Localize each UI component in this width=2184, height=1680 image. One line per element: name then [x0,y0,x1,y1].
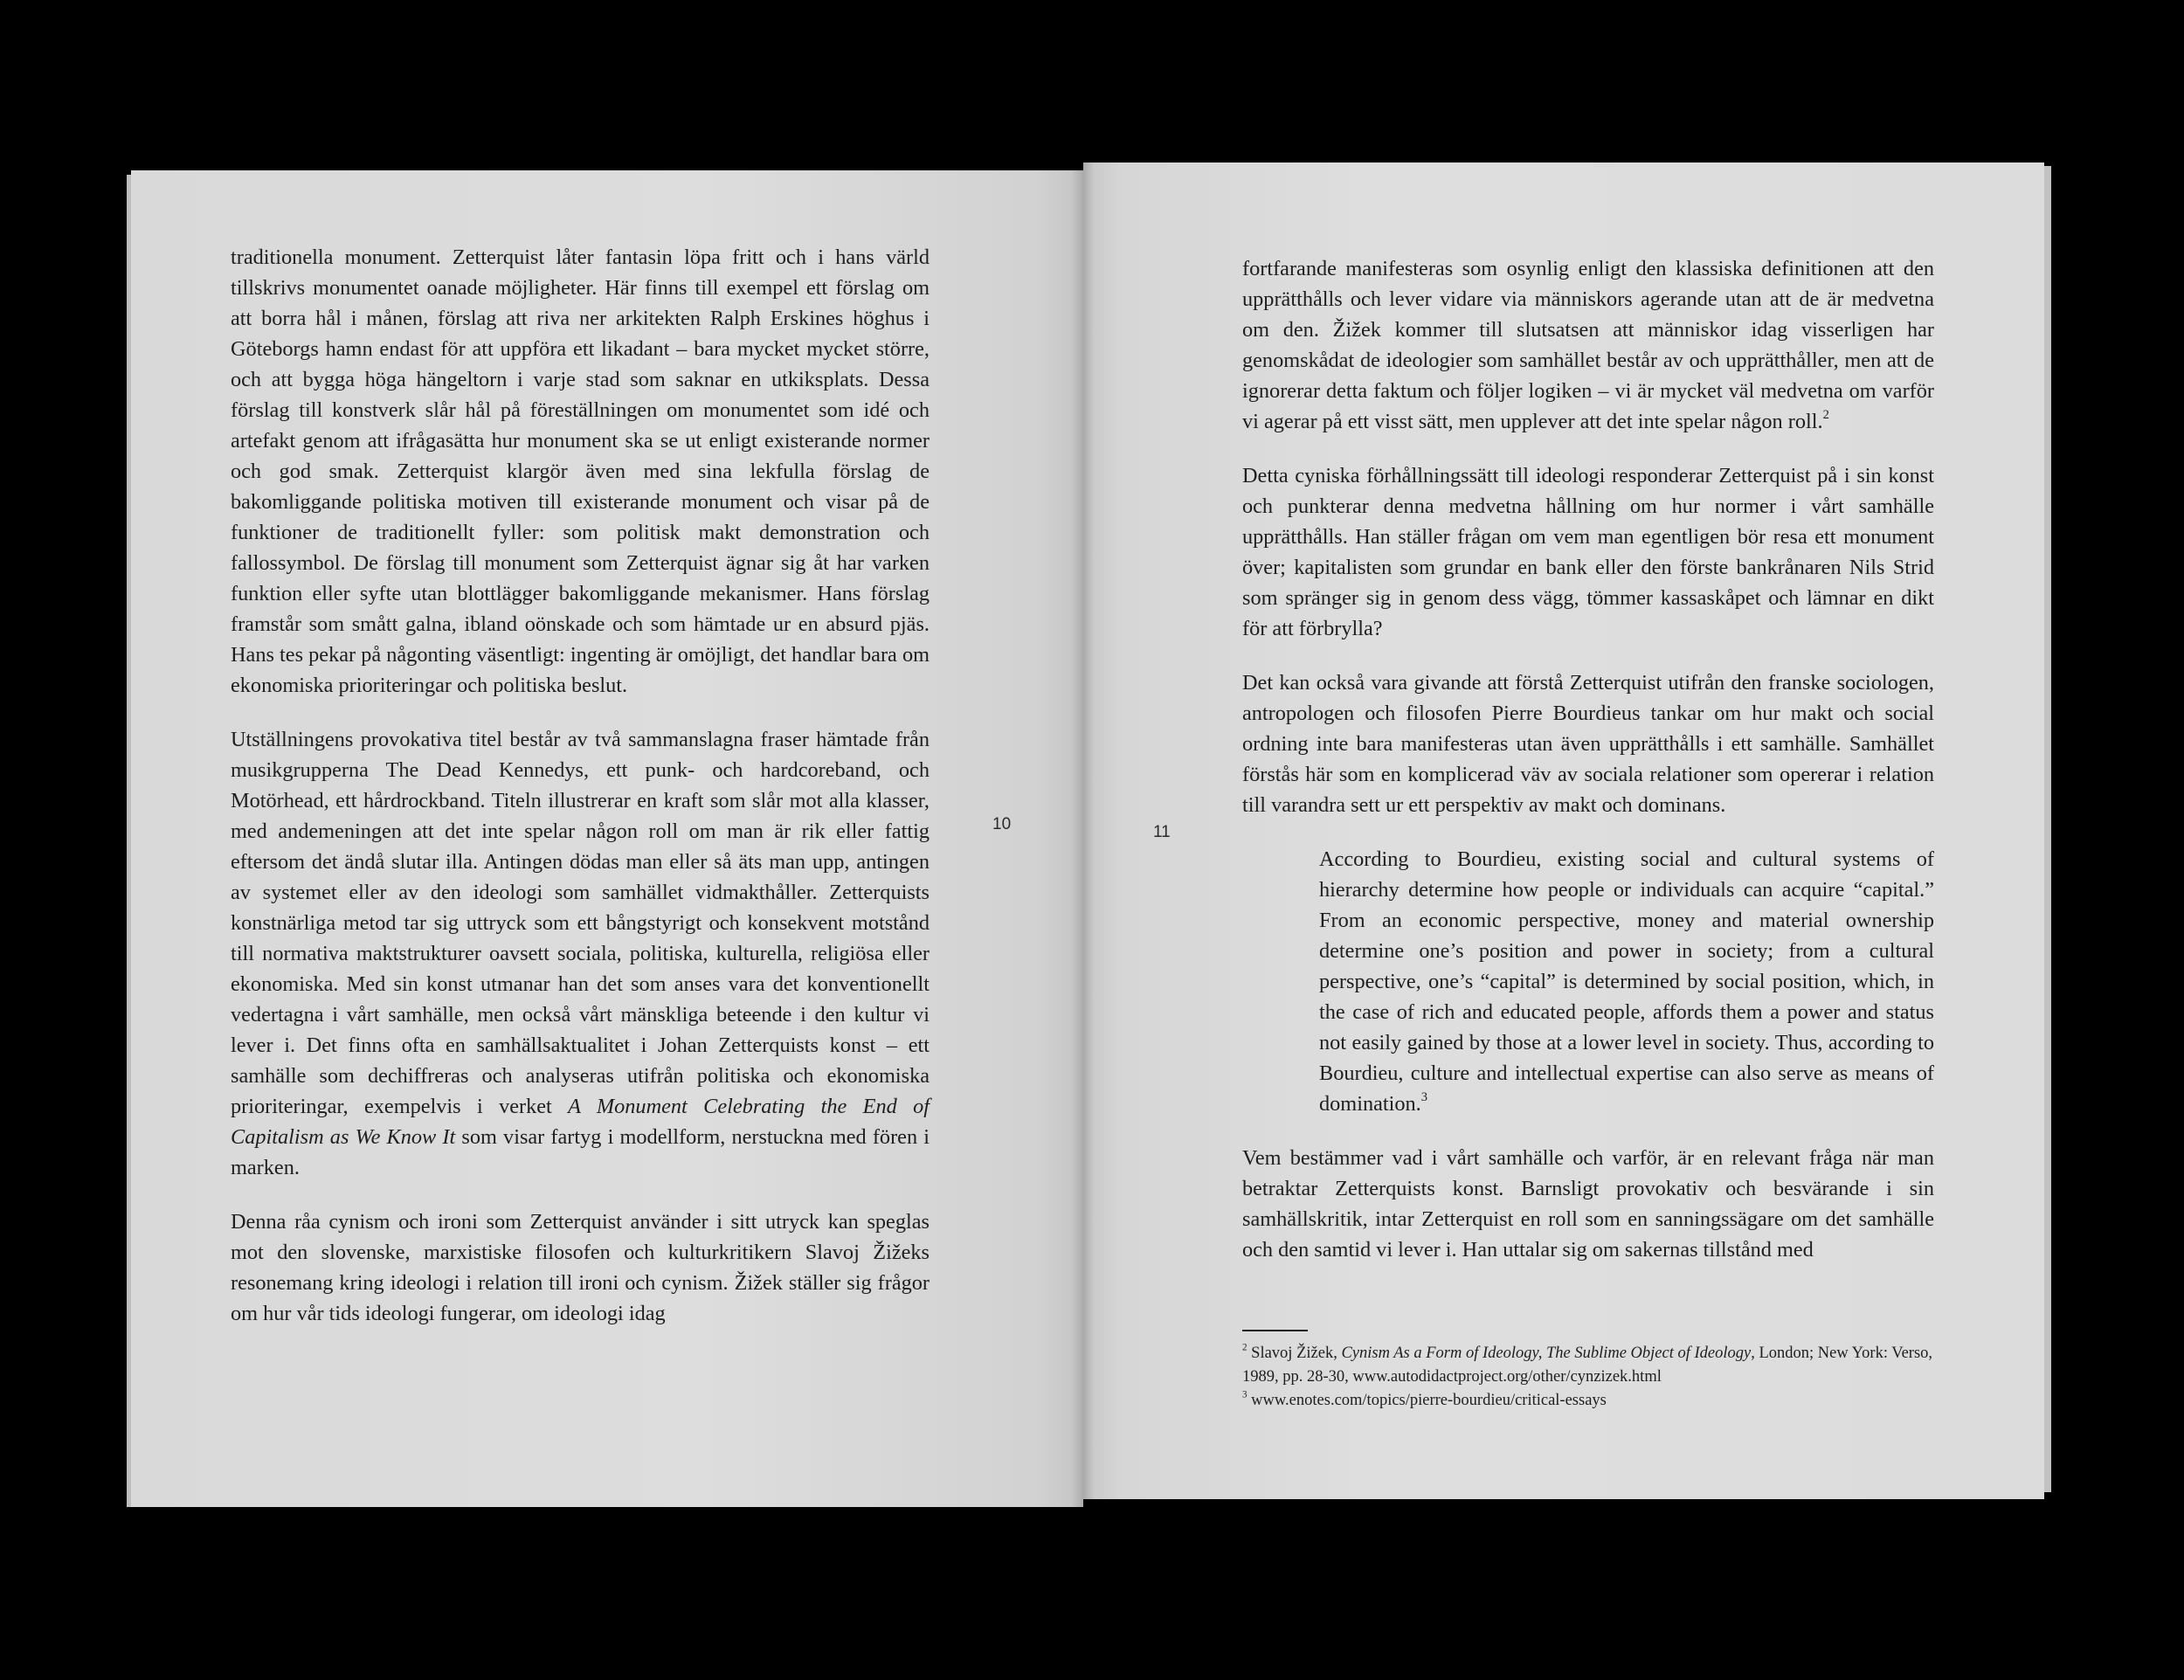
footnotes [1242,1342,1941,1413]
footnote [1242,1342,1941,1389]
text-run: Detta cyniska förhållningssätt till ideologi responderar Zetterquist på i sin konst och punkterar denna medvetna hållning om hur normer i vårt samhälle upprätthålls. Han ställer frågan om vem man egentligen bör resa ett monument över; kapitalisten som grundar en bank eller den förste bankrånaren Nils Strid som spränger sig in genom dess vägg, tömmer kassaskåpet och lämnar en dikt för att förbrylla? [1242,464,1934,640]
left-page-body [231,242,930,1329]
text-run: www.enotes.com/topics/pierre-bourdieu/critical-essays [1247,1392,1607,1409]
footnote-ref: 3 [1420,1090,1428,1105]
text-run: Vem bestämmer vad i vårt samhälle och varför, är en relevant fråga när man betraktar Zetterquists konst. Barnsligt provokativ och besvärande i sin samhällskritik, intar Zetterquist en roll som en sanningssägare om det samhälle och den samtid vi lever i. Han uttalar sig om sakernas tillstånd med [1242,1146,1934,1262]
footnote-rule [1242,1330,1308,1331]
right-page [1083,162,2044,1499]
body-paragraph [231,242,930,701]
block-quote [1319,844,1934,1119]
footnote-ref: 3 [1242,1389,1248,1400]
text-run: som visar fartyg i modellform, nerstuckna med fören i marken. [231,1125,930,1179]
body-paragraph [1242,460,1934,644]
text-run: fortfarande manifesteras som osynlig enligt den klassiska definitionen att den upprätthålls och lever vidare via människors agerande utan att de är medvetna om den. Žižek kommer till slutsatsen att människor idag visserligen har genomskådat de ideologier som samhället består av och upprätthåller, men att de ignorerar detta faktum och följer logiken – vi är mycket väl medvetna om varför vi agerar på ett visst sätt, men upplever att det inte spelar någon roll. [1242,257,1934,433]
footnote-ref: 2 [1822,408,1829,423]
italic-text: A Monument Celebrating the End of Capitalism as We Know It [231,1095,930,1149]
body-paragraph [1242,1143,1934,1265]
page-number: 10 [992,815,1012,833]
text-run: Denna råa cynism och ironi som Zetterquist använder i sitt utryck kan speglas mot den slovenske, marxistiske filosofen och kulturkritikern Slavoj Žižeks resonemang kring ideologi i relation till ironi och cynism. Žižek ställer sig frågor om hur vår tids ideologi fungerar, om ideologi idag [231,1210,930,1325]
book-spine-shadow [1071,162,1094,1508]
text-run: Det kan också vara givande att förstå Zetterquist utifrån den franske sociologen, antropologen och filosofen Pierre Bourdieus tankar om hur makt och social ordning inte bara manifesteras utan även upprätthålls i ett samhälle. Samhället förstås här som en komplicerad väv av sociala relationer som opererar i relation till varandra sett ur ett perspektiv av makt och dominans. [1242,671,1934,817]
body-paragraph [231,724,930,1183]
footnote-ref: 2 [1242,1342,1248,1353]
text-run: Slavoj Žižek, [1247,1345,1342,1362]
text-run: traditionella monument. Zetterquist låter fantasin löpa fritt och i hans värld tillskrivs monumentet oanade möjligheter. Här finns till exempel ett förslag om att borra hål i månen, förslag att riva ner arkitekten Ralph Erskines höghus i Göteborgs hamn endast för att uppföra ett likadant – bara mycket mycket större, och att bygga höga hängeltorn i varje stad som saknar en utkiksplats. Dessa förslag till konstverk slår hål på föreställningen om monumentet som idé och artefakt genom att ifrågasätta hur monument ska se ut enligt existerande normer och god smak. Zetterquist klargör även med sina lekfulla förslag de bakomliggande politiska motiven till existerande monument och visar på de funktioner de traditionellt fyller: som politisk makt demonstration och fallossymbol. De förslag till monument som Zetterquist ägnar sig åt har varken funktion eller syfte utan blottlägger bakomliggande mekanismer. Hans förslag framstår som smått galna, ibland oönskade och som hämtade ur en absurd pjäs. Hans tes pekar på någonting väsentligt: ingenting är omöjligt, det handlar bara om ekonomiska prioriteringar och politiska beslut. [231,245,930,697]
body-paragraph [1242,253,1934,437]
right-page-body [1242,253,1934,1265]
left-page [131,170,1083,1507]
text-run: , London; New York: Verso, 1989, pp. 28-30, www.autodidactproject.org/other/cynzizek.html [1242,1345,1933,1386]
body-paragraph [231,1206,930,1329]
body-paragraph [1242,667,1934,820]
page-number: 11 [1153,823,1171,841]
footnote [1242,1389,1941,1413]
text-run: According to Bourdieu, existing social and cultural systems of hierarchy determine how people or individuals can acquire “capital.” From an economic perspective, money and material ownership determine one’s position and power in society; from a cultural perspective, one’s “capital” is determined by social position, which, in the case of rich and educated people, affords them a power and status not easily gained by those at a lower level in society. Thus, according to Bourdieu, culture and intellectual expertise can also serve as means of domination. [1319,847,1934,1116]
text-run: Utställningens provokativa titel består av två sammanslagna fraser hämtade från musikgrupperna The Dead Kennedys, ett punk- och hardcoreband, och Motörhead, ett hårdrockband. Titeln illustrerar en kraft som slår mot alla klasser, med andemeningen att det inte spelar någon roll om man är rik eller fattig eftersom det ändå slutar illa. Antingen dödas man eller så äts man upp, antingen av systemet eller av den ideologi som samhället vidmakthåller. Zetterquists konstnärliga metod tar sig uttryck som ett bångstyrigt och konsekvent motstånd till normativa maktstrukturer oavsett sociala, politiska, kulturella, religiösa eller ekonomiska. Med sin konst utmanar han det som anses vara det konventionellt vedertagna i vårt samhälle, men också vårt mänskliga beteende i den kultur vi lever i. Det finns ofta en samhällsaktualitet i Johan Zetterquists konst – ett samhälle som dechiffreras och analyseras utifrån politiska och ekonomiska prioriteringar, exempelvis i verket [231,728,930,1118]
italic-text: Cynism As a Form of Ideology, The Sublime Object of Ideology [1341,1345,1752,1362]
